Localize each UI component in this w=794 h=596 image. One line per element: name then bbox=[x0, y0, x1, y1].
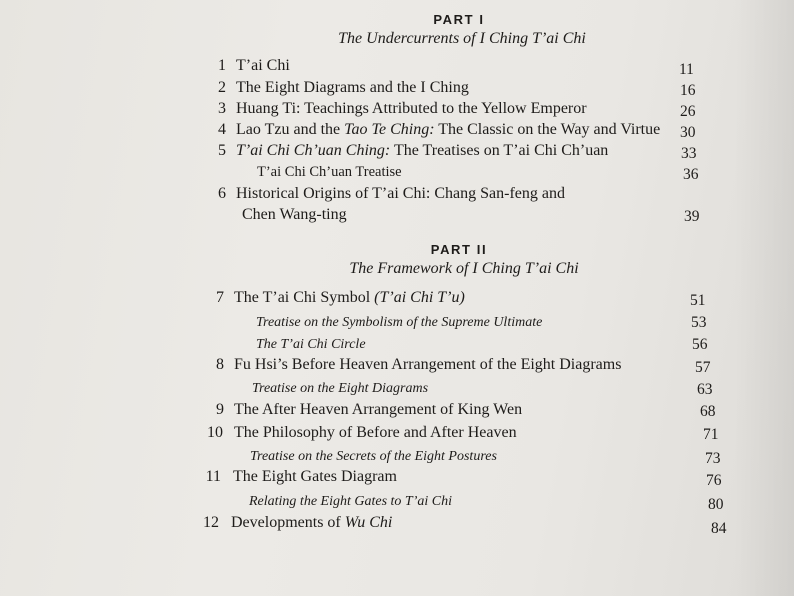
title-text: Fu Hsi’s Before Heaven Arrangement of the Eight Diagrams bbox=[234, 356, 622, 373]
chapter-number: 2 bbox=[218, 79, 226, 96]
part-2-label: PART II bbox=[430, 242, 488, 257]
chapter-number: 1 bbox=[218, 57, 226, 74]
toc-entry-3 bbox=[212, 101, 587, 117]
title-text: The Philosophy of Before and After Heaven bbox=[234, 424, 517, 441]
chapter-title bbox=[234, 424, 517, 441]
page-number: 56 bbox=[692, 336, 708, 353]
chapter-number: 6 bbox=[218, 185, 226, 202]
chapter-title bbox=[236, 57, 290, 74]
page-number: 76 bbox=[706, 472, 722, 489]
title-text: The After Heaven Arrangement of King Wen bbox=[234, 401, 523, 418]
page-shadow bbox=[734, 0, 794, 596]
toc-entry-7 bbox=[210, 290, 465, 306]
part-2-title: The Framework of I Ching T’ai Chi bbox=[349, 260, 579, 277]
chapter-number: 3 bbox=[218, 100, 226, 117]
toc-subentry: Treatise on the Eight Diagrams bbox=[252, 381, 429, 396]
chapter-number: 11 bbox=[205, 468, 221, 485]
page-number: 33 bbox=[681, 145, 697, 162]
page-number: 80 bbox=[708, 496, 724, 513]
page-number: 53 bbox=[691, 314, 707, 331]
title-text: The Classic on the Way and Virtue bbox=[434, 121, 661, 138]
page-number: 51 bbox=[690, 292, 706, 309]
chapter-title bbox=[234, 401, 522, 418]
title-text: T’ai Chi bbox=[236, 57, 290, 74]
title-italic-text: Wu Chi bbox=[344, 514, 393, 531]
chapter-title bbox=[236, 79, 469, 96]
toc-subentry: Treatise on the Symbolism of the Supreme Ultimate bbox=[256, 315, 543, 330]
chapter-title-continued: Chen Wang-ting bbox=[242, 206, 347, 223]
title-italic-text: (T’ai Chi T’u) bbox=[374, 289, 465, 306]
chapter-number: 7 bbox=[216, 289, 224, 306]
toc-subentry: Treatise on the Secrets of the Eight Postures bbox=[250, 449, 497, 464]
chapter-number: 5 bbox=[218, 142, 226, 159]
page-number: 39 bbox=[684, 208, 700, 225]
part-1-label: PART I bbox=[433, 12, 485, 27]
page-number: 11 bbox=[679, 61, 694, 78]
chapter-number: 12 bbox=[203, 514, 219, 531]
chapter-title bbox=[233, 468, 397, 485]
toc-entry-5 bbox=[212, 143, 608, 159]
page-number: 71 bbox=[703, 426, 719, 443]
toc-entry-12 bbox=[197, 515, 392, 531]
toc-subentry: The T’ai Chi Circle bbox=[256, 337, 366, 352]
chapter-title bbox=[236, 121, 660, 138]
title-text: The Treatises on T’ai Chi Ch’uan bbox=[390, 142, 609, 159]
toc-entry-2 bbox=[212, 80, 469, 96]
toc-subentry: Relating the Eight Gates to T’ai Chi bbox=[249, 494, 452, 509]
page-number: 30 bbox=[680, 124, 696, 141]
chapter-title bbox=[236, 185, 565, 202]
toc-entry-1 bbox=[212, 58, 290, 74]
title-italic-text: Tao Te Ching: bbox=[344, 121, 435, 138]
part-1-title: The Undercurrents of I Ching T’ai Chi bbox=[338, 30, 586, 47]
toc-entry-6 bbox=[212, 186, 565, 202]
toc-subentry: T’ai Chi Ch’uan Treatise bbox=[257, 164, 402, 180]
page-number: 57 bbox=[695, 359, 711, 376]
chapter-title bbox=[234, 289, 465, 306]
title-text: Lao Tzu and the bbox=[236, 121, 345, 138]
toc-entry-11 bbox=[199, 469, 397, 485]
chapter-number: 8 bbox=[216, 356, 224, 373]
page-number: 36 bbox=[683, 166, 699, 183]
toc-entry-10 bbox=[201, 425, 517, 441]
page-number: 84 bbox=[711, 520, 727, 537]
chapter-title bbox=[234, 356, 621, 373]
page-number: 16 bbox=[680, 82, 696, 99]
title-text: Historical Origins of T’ai Chi: Chang San-feng and bbox=[236, 185, 565, 202]
title-text: The Eight Gates Diagram bbox=[233, 468, 397, 485]
page-number: 26 bbox=[680, 103, 696, 120]
title-text: The Eight Diagrams and the I Ching bbox=[236, 79, 469, 96]
title-text: Huang Ti: Teachings Attributed to the Yellow Emperor bbox=[236, 100, 587, 117]
page-number: 68 bbox=[700, 403, 716, 420]
title-text: The T’ai Chi Symbol bbox=[234, 289, 375, 306]
chapter-number: 4 bbox=[218, 121, 226, 138]
toc-entry-8 bbox=[210, 357, 621, 373]
toc-entry-4 bbox=[212, 122, 660, 138]
chapter-title bbox=[236, 100, 587, 117]
chapter-number: 10 bbox=[207, 424, 223, 441]
toc-entry-9 bbox=[210, 402, 522, 418]
page-number: 73 bbox=[705, 450, 721, 467]
chapter-title bbox=[231, 514, 392, 531]
title-text: Developments of bbox=[231, 514, 345, 531]
page-number: 63 bbox=[697, 381, 713, 398]
title-italic-text: T’ai Chi Ch’uan Ching: bbox=[236, 142, 391, 159]
chapter-title bbox=[236, 142, 608, 159]
chapter-number: 9 bbox=[216, 401, 224, 418]
